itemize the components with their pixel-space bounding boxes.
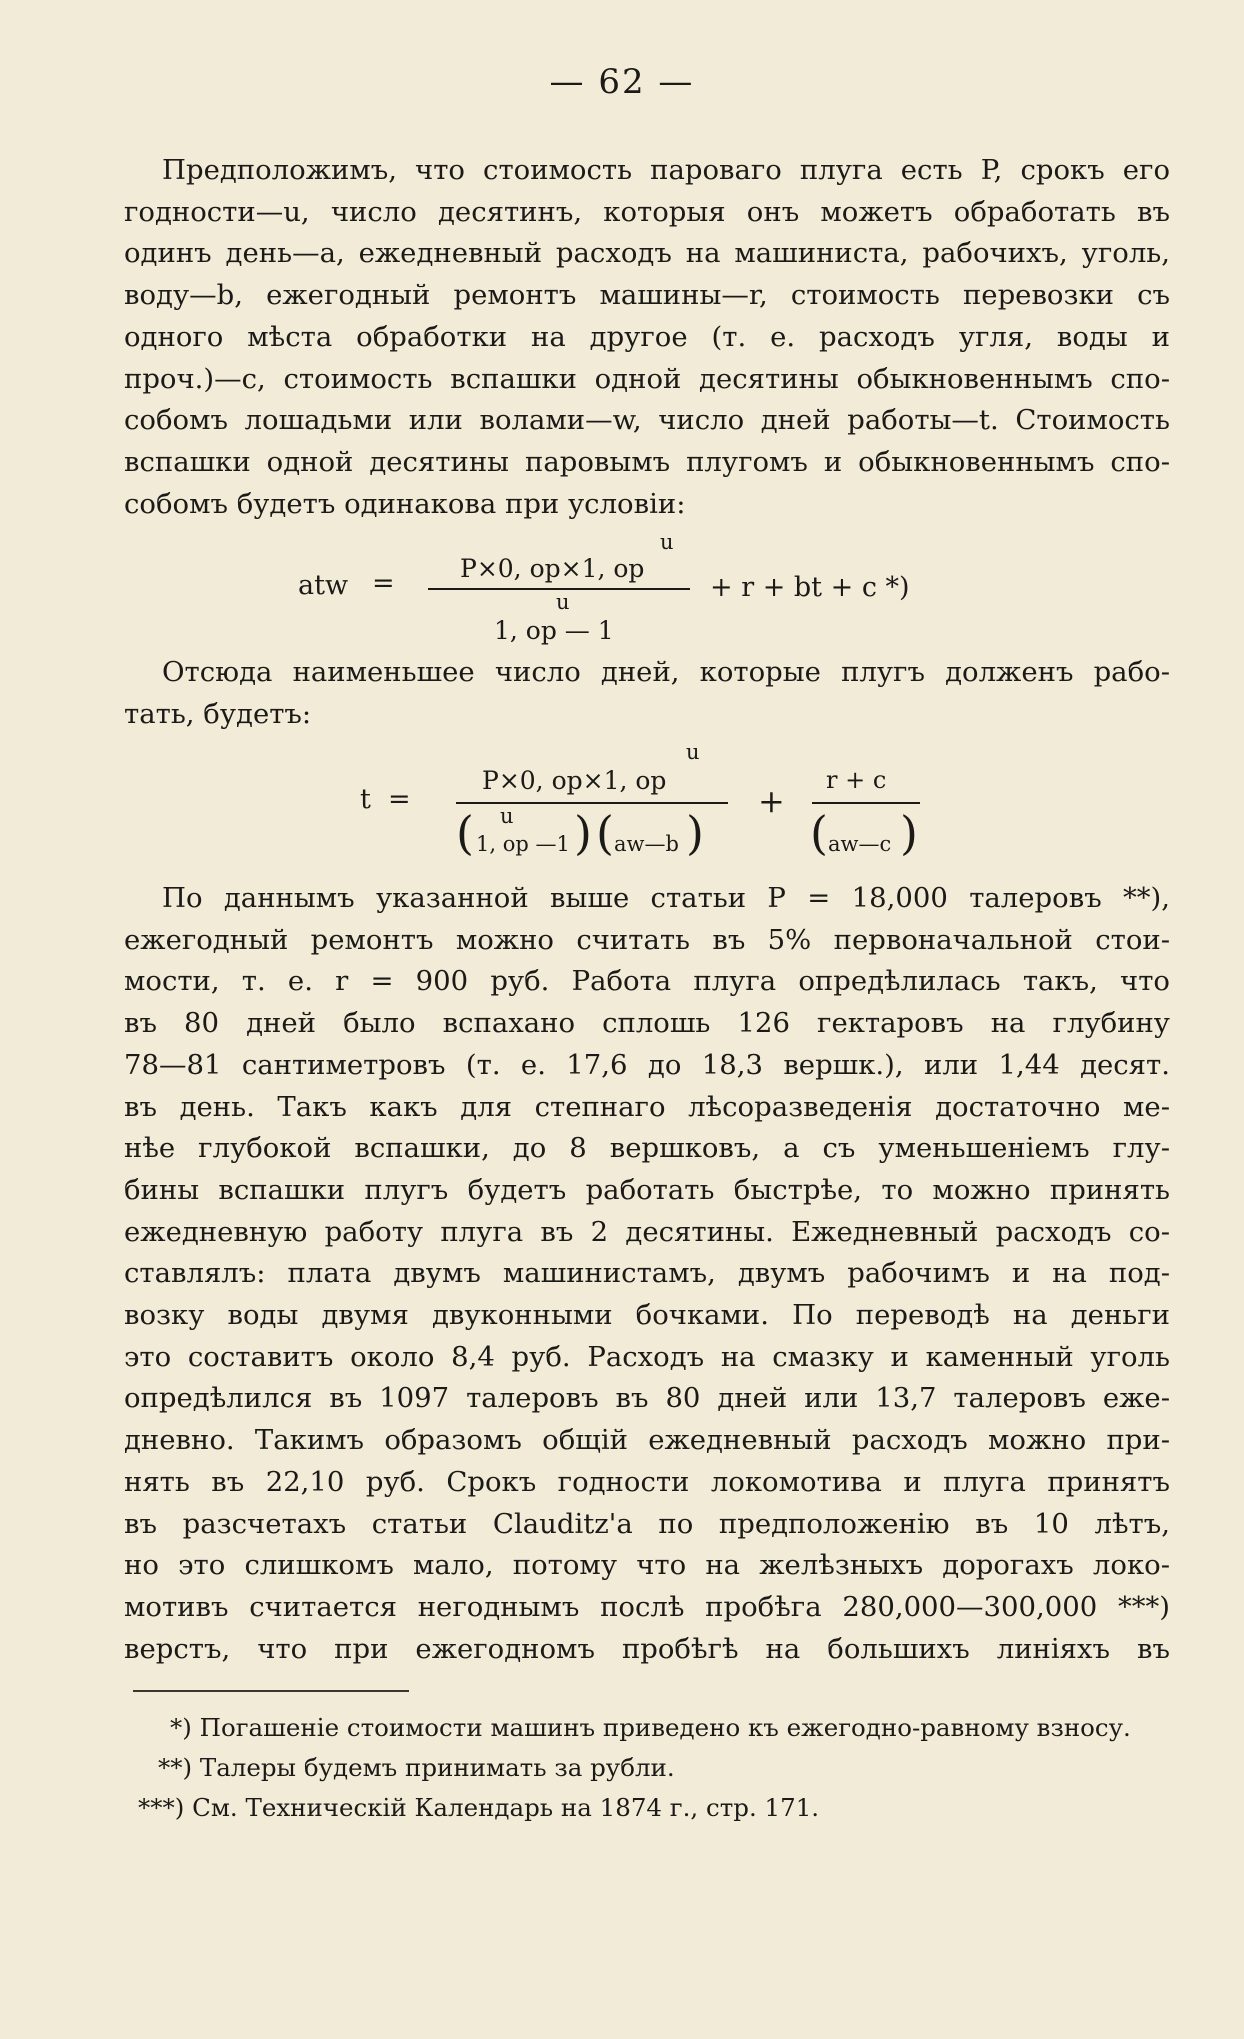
text-line: нять въ 22,10 руб. Срокъ годности локомотива и плуга принятъ [124,1465,1170,1498]
text-line: въ день. Такъ какъ для степнаго лѣсоразведенія достаточно ме- [124,1090,1170,1123]
footnote-3: ***) См. Техническій Календарь на 1874 г., стр. 171. [138,1793,820,1822]
formula-equal-cost [298,530,1018,650]
text-line: въ разсчетахъ статьи Clauditz'а по предположенію въ 10 лѣтъ, [124,1507,1170,1540]
text-line: воду—b, ежегодный ремонтъ машины—r, стоимость перевозки съ [124,279,1170,312]
footnote-2: **) Талеры будемъ принимать за рубли. [158,1753,675,1782]
text-line: это составитъ около 8,4 руб. Расходъ на смазку и каменный уголь [124,1340,1170,1373]
formula-plus: + [758,782,785,820]
formula-numerator: P×0, op×1, op [460,554,645,583]
formula-numerator: P×0, op×1, op [482,766,667,795]
right-parenthesis: ) [686,806,704,860]
footnotes [124,1708,1170,1828]
formula-equals: = [372,568,395,599]
footnote-1: *) Погашеніе стоимости машинъ приведено къ ежегодно-равному взносу. [170,1713,1131,1742]
formula-denominator-middle: aw—b [614,832,679,856]
text-line: въ 80 дней было вспахано сплошь 126 гектаровъ на глубину [124,1007,1170,1040]
right-parenthesis: ) [574,806,592,860]
text-line: опредѣлился въ 1097 талеровъ въ 80 дней или 13,7 талеровъ еже- [124,1382,1170,1415]
text-line: собомъ будетъ одинакова при условіи: [124,487,686,520]
formula-lhs: atw [298,570,349,601]
text-line: годности—u, число десятинъ, которыя онъ можетъ обработать въ [124,195,1170,228]
text-line: мотивъ считается негоднымъ послѣ пробѣга 280,000—300,000 ***) [124,1590,1170,1623]
text-line: верстъ, что при ежегодномъ пробѣгѣ на большихъ линіяхъ въ [124,1632,1170,1665]
text-line: тать, будетъ: [124,697,312,730]
fraction-bar [812,802,920,804]
text-line: одного мѣста обработки на другое (т. е. расходъ угля, воды и [124,320,1170,353]
formula-denominator-left: 1, op —1 [476,832,570,856]
text-line: 78—81 сантиметровъ (т. е. 17,6 до 18,3 вершк.), или 1,44 десят. [124,1048,1170,1081]
formula-remainder: + r + bt + c *) [710,572,910,603]
paragraph-3 [124,878,1170,1670]
text-line: возку воды двумя двуконными бочками. По переводѣ на деньги [124,1299,1170,1332]
text-line: Отсюда наименьшее число дней, которые плугъ долженъ рабо- [162,656,1170,688]
text-line: По даннымъ указанной выше статьи P = 18,000 талеровъ **), [162,882,1170,914]
paragraph-1 [124,150,1170,525]
formula-lhs: t [360,784,371,815]
formula-min-days [360,740,980,890]
text-line: но это слишкомъ мало, потому что на желѣзныхъ дорогахъ локо- [124,1549,1170,1582]
text-line: Предположимъ, что стоимость пароваго плуга есть P, срокъ его [162,154,1170,186]
formula-numerator-superscript: u [660,530,674,554]
text-line: нѣе глубокой вспашки, до 8 вершковъ, а съ уменьшеніемъ глу- [124,1132,1170,1165]
text-line: бины вспашки плугъ будетъ работать быстрѣе, то можно принять [124,1173,1170,1206]
fraction-bar [456,802,728,804]
left-parenthesis: ( [596,806,614,860]
text-line: ежегодный ремонтъ можно считать въ 5% первоначальной стои- [124,923,1170,956]
formula-denominator-superscript: u [556,590,570,614]
formula-numerator-superscript: u [686,740,700,764]
footnote-divider [133,1690,409,1692]
text-line: проч.)—c, стоимость вспашки одной десятины обыкновеннымъ спо- [124,362,1170,395]
text-line: ежедневную работу плуга въ 2 десятины. Ежедневный расходъ со- [124,1215,1170,1248]
text-line: мости, т. е. r = 900 руб. Работа плуга опредѣлилась такъ, что [124,965,1170,998]
left-parenthesis: ( [810,806,828,860]
left-parenthesis: ( [456,806,474,860]
text-line: вспашки одной десятины паровымъ плугомъ и обыкновеннымъ спо- [124,445,1170,478]
text-line: ставлялъ: плата двумъ машинистамъ, двумъ рабочимъ и на под- [124,1257,1170,1290]
formula-denominator: 1, op — 1 [494,616,614,645]
formula-numerator-2: r + c [826,766,887,794]
text-line: одинъ день—a, ежедневный расходъ на машиниста, рабочихъ, уголь, [124,237,1170,270]
page-number: — 62 — [549,62,695,102]
formula-denominator-superscript: u [500,804,514,828]
text-line: дневно. Такимъ образомъ общій ежедневный расходъ можно при- [124,1424,1170,1457]
paragraph-2 [124,652,1170,735]
formula-denominator-right: aw—c [828,832,892,856]
right-parenthesis: ) [900,806,918,860]
formula-equals: = [388,784,411,815]
text-line: собомъ лошадьми или волами—w, число дней работы—t. Стоимость [124,404,1170,437]
